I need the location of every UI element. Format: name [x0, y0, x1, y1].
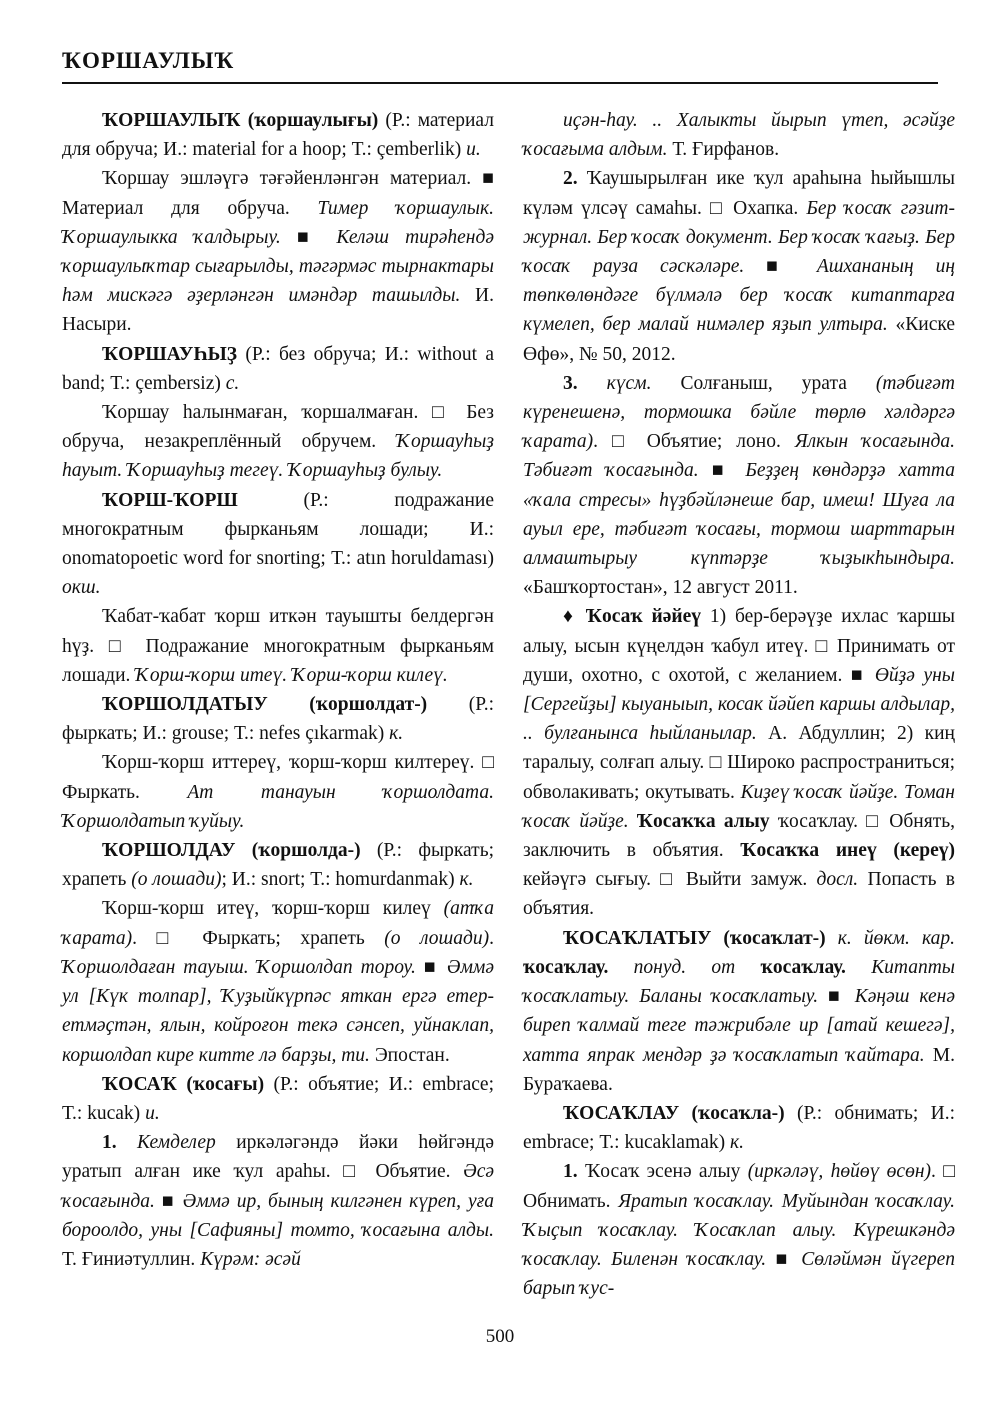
text-run: (Р.: подражание многократным фырканьям лошади; И.: onomatopoetic word for snorting; Т.: atın horuldaması) — [62, 489, 494, 570]
headword: ҠОРШ-ҠОРШ — [102, 489, 238, 511]
text-run: Т. Ғиниәтуллин. — [62, 1248, 201, 1270]
text-run: Киҙеү ҡосаҡ йәйҙе. Томан ҡосаҡ йәйҙе. — [523, 781, 955, 832]
text-run: ■ — [744, 256, 817, 278]
text-run: кейәүгә сығыу. □ Выйти замуж. — [523, 869, 817, 891]
text-run: Күрәм: әсәй — [200, 1248, 301, 1270]
headword: ҠОРШАУҺЫҘ — [102, 343, 238, 365]
right-column — [523, 106, 955, 1303]
text-run: Ҡосаҡ йәйеү — [585, 606, 702, 628]
text-run: ҡосаҡлау. — [523, 956, 609, 978]
text-run: к. — [730, 1132, 745, 1154]
text-run: Ҡоршау һалынмаған, ҡоршалмаған. □ Без обруча, незакреплённый обручем. — [62, 402, 494, 453]
dictionary-paragraph — [62, 340, 494, 398]
headword: ҠОСАҠЛАУ (ҡосаҡла-) — [563, 1102, 785, 1124]
text-run: М. Бураҡаева. — [523, 1044, 955, 1095]
text-run: Ҡосаҡҡа инеү (кереү) — [740, 840, 956, 862]
text-run: Китапты ҡосаҡлатыу. Баланы ҡосаҡлатыу. — [523, 956, 955, 1008]
text-run: Бер ҡосаҡ гәзит-журнал. Бер ҡосаҡ документ. Бер ҡосаҡ ҡағыҙ. Бер ҡосаҡ рауза сәскәләре. — [523, 197, 955, 278]
text-run: ■ — [698, 460, 746, 482]
text-run: Яратып ҡосаҡлау. Муйындан ҡосаҡлау. Ҡыҫып ҡосаҡлау. Ҡосаҡлап алыу. Күрешкәндә ҡосаҡлау. Биленән ҡосаҡлау. — [523, 1190, 955, 1270]
text-run: Эпостан. — [369, 1044, 450, 1066]
dictionary-paragraph — [523, 369, 955, 603]
text-run: (Р.: обнимать; И.: embrace; Т.: kucaklamak) — [523, 1102, 955, 1154]
dictionary-paragraph — [523, 1099, 955, 1157]
page-number: 500 — [485, 1326, 515, 1347]
text-run: (Р.: фыркать; храпеть — [62, 840, 494, 891]
text-run: ■ — [415, 956, 447, 978]
headword: ҠОРШАУЛЫҠ (ҡоршаулығы) — [102, 110, 379, 131]
text-run: Ҡоршолдаған тауыш. Ҡоршолдап тороу. — [62, 956, 416, 978]
text-run: (Р.: материал для обруча; И.: material for a hoop; Т.: çemberlik) — [62, 110, 494, 161]
text-run: 2. — [563, 168, 578, 190]
headword: ҠОРШОЛДАУ (ҡоршолда-) — [102, 840, 361, 862]
text-run: ■ — [818, 986, 855, 1008]
text-run: досл. — [816, 869, 859, 891]
dictionary-paragraph — [62, 1070, 494, 1128]
text-run: Ҡаушырылған ике ҡул араһына һыйышлы күләм үлсәү самаһы. □ Охапка. — [523, 168, 955, 219]
text-run: иҫән-һау. .. Халыкты йырып үтеп, әсәйҙе ҡосағыма алдым. — [523, 110, 955, 161]
text-run: ■ — [154, 1190, 183, 1212]
text-run: . □ Обнимать. — [523, 1161, 955, 1212]
text-run: ҡосаҡлау. — [760, 956, 846, 978]
text-run — [846, 957, 871, 978]
dictionary-paragraph — [62, 836, 494, 894]
dictionary-paragraph — [523, 164, 955, 368]
text-run: (Р.: фыркать; И.: grouse; Т.: nefes çıkarmak) — [62, 694, 494, 745]
text-run: (Р.: объятие; И.: embrace; Т.: kucak) — [62, 1073, 494, 1124]
text-run: ; И.: snort; Т.: homurdanmak) — [221, 869, 460, 891]
text-run: Ялкын ҡосағында. Тәбиғәт ҡосағында. — [523, 431, 955, 482]
text-run: А. Абдуллин; 2) киң таралыу, солғап алыу. □ Широко распространиться; обволакивать; окутывать. — [523, 723, 955, 803]
dictionary-paragraph — [62, 164, 494, 339]
text-run: Өйҙә уны [Сергейҙы] кыуаныып, косак йәйеп каршы алдылар, .. булғанынса һыйланылар. — [523, 664, 955, 745]
text-run: Тимер ҡоршаулык. Ҡоршаулыкка ҡалдырыу. — [62, 197, 494, 248]
text-run: (тәбиғәт күренешенә, тормошка бәйле төрлө хәлдәргә ҡарата) — [523, 372, 955, 453]
text-run: И. Насыри. — [62, 285, 494, 336]
text-run — [735, 957, 760, 978]
headword: ҠОСАҠ (ҡосағы) — [102, 1073, 265, 1095]
text-run: ҡосаҡлау. □ Обнять, заключить в объятия. — [523, 810, 956, 862]
text-run: Ҡорш-ҡорш иттереү, ҡорш-ҡорш килтереү. □ Фыркать. — [62, 752, 494, 803]
text-run: 3. — [563, 372, 578, 394]
text-run: Кемделер — [137, 1132, 216, 1154]
dictionary-paragraph — [62, 690, 494, 748]
text-run: Беҙҙең көндәрҙә хатта «ҡала стресы» һүҙбәйләнеше бар, имеш! Шуға ла ауыл ере, тәбиғәт ҡосағы, тормош шарттарын алмаштырыу күптәрҙе ҡыҙыкһындыра. — [523, 460, 955, 570]
text-run: к. йөкм. кар. — [837, 927, 955, 949]
text-run — [629, 811, 637, 832]
text-run: 1) бер-берәүҙе ихлас ҡаршы алыу, ысын күңелдән ҡабул итеү. □ Принимать от души, охотно, с охотой, с желанием. ■ — [523, 606, 955, 686]
text-run: ■ — [280, 226, 337, 248]
dictionary-paragraph — [62, 894, 494, 1069]
dictionary-paragraph — [62, 1128, 494, 1274]
text-run: к. — [389, 723, 404, 745]
text-run: . □ Фыркать; храпеть — [132, 927, 385, 949]
text-run: күсм. — [606, 372, 652, 394]
text-run: «Киске Өфө», № 50, 2012. — [523, 314, 955, 365]
text-run: Кәңәш кенә биреп ҡалмай теге тәжрибәле ир [атай кешегә], хатта япрак мендәр ҙә ҡосаҡлатып ҡайтара. — [523, 986, 956, 1066]
dictionary-paragraph — [523, 924, 955, 1099]
headword: ҠОСАҠЛАТЫУ (ҡосаҡлат-) — [563, 927, 826, 949]
text-run: Ҡоршауһыҙ һауыт. Ҡоршауһыҙ тегеү. Ҡоршауһыҙ булыу. — [62, 431, 494, 482]
text-run: Ашхананың иң төпкөлөндәге бүлмәлә бер ҡосаҡ китаптарға күмелеп, бер малай нимәлер яҙып ултыра. — [523, 256, 955, 336]
dictionary-paragraph — [523, 1157, 955, 1303]
text-run: понуд. от — [633, 956, 736, 978]
dictionary-paragraph — [62, 398, 494, 486]
text-run: . — [489, 927, 494, 949]
text-run: ■ — [766, 1248, 802, 1270]
dictionary-paragraph — [62, 106, 494, 164]
text-run: Сөләймән йүгереп барып ҡус- — [523, 1248, 956, 1300]
text-run: окш. — [62, 577, 101, 599]
text-run: Әммә ул [Күк толпар], Ҡуҙыйкүрпәс яткан ергә етер-етмәҫтән, ялын, койроғон текә сәнсеп, уйнаклап, коршолдап кире китте лә барҙы, ти. — [62, 956, 495, 1066]
text-run: с. — [225, 372, 240, 394]
text-run: Әсә ҡосағында. — [62, 1161, 494, 1212]
text-run: Ҡабат-ҡабат ҡорш иткән тауышты белдергән һүҙ. □ Подражание многократным фырканьям лошади. — [62, 606, 494, 686]
text-run: Ат танауын ҡоршолдата. Ҡоршолдатып ҡуйыу. — [62, 781, 494, 832]
text-run: Ҡоршау эшләүгә тәғәйенләнгән материал. ■ Материал для обруча. — [62, 168, 494, 219]
text-run — [608, 957, 633, 978]
dictionary-paragraph — [62, 748, 494, 836]
text-run: Ҡосаҡ эсенә алыу — [577, 1161, 748, 1183]
text-run: и. — [466, 139, 481, 161]
text-run: 1. — [102, 1132, 117, 1154]
text-run: Солғаныш, урата — [651, 372, 876, 394]
running-header: ҠОРШАУЛЫҠ — [62, 48, 235, 73]
text-run: (Р.: без обруча; И.: without a band; Т.: çembersiz) — [62, 343, 494, 394]
text-run: . □ Объятие; лоно. — [593, 431, 795, 453]
dictionary-paragraph — [62, 486, 494, 603]
text-run: Ҡосаҡҡа алыу — [636, 810, 770, 832]
text-run — [578, 373, 607, 394]
headword: ҠОРШОЛДАТЫУ (ҡоршолдат-) — [102, 694, 428, 716]
text-run: Попасть в объятия. — [523, 869, 956, 920]
text-run: (иркәләү, һөйөү өсөн) — [747, 1161, 931, 1183]
text-run: Ҡорш-ҡорш итеү. Ҡорш-ҡорш килеү. — [135, 664, 448, 686]
text-run: ♦ — [563, 606, 586, 628]
text-run: и. — [145, 1102, 160, 1124]
text-run: к. — [459, 869, 474, 891]
dictionary-paragraph — [523, 602, 955, 923]
dictionary-paragraph — [523, 106, 955, 164]
text-run: (о лошади) — [384, 927, 490, 949]
text-run — [117, 1132, 137, 1153]
text-run: 1. — [563, 1161, 578, 1183]
text-run: иркәләгәндә йәки һөйгәндә уратып алған ике ҡул араһы. □ Объятие. — [62, 1132, 495, 1183]
text-run: «Башҡортостан», 12 август 2011. — [523, 577, 798, 599]
text-run: Келәш тирәһендә ҡоршаулыҡтар сығарылды, тәгәрмәс тырнактары һәм мискәгә әҙерләнгән имәндәр ташылды. — [62, 226, 494, 307]
text-run: Т. Ғирфанов. — [667, 139, 780, 161]
text-run: Ҡорш-ҡорш итеү, ҡорш-ҡорш килеү — [102, 898, 444, 920]
left-column — [62, 106, 494, 1274]
header-rule — [62, 82, 938, 84]
text-run: Әммә ир, быныӊ килгәнен күреп, уға бороолдо, уны [Сафияны] томто, ҡосағына алды. — [62, 1190, 494, 1241]
text-run — [826, 928, 838, 949]
text-run: (о лошади) — [131, 869, 222, 891]
text-run: (атҡа ҡарата) — [62, 898, 494, 949]
dictionary-paragraph — [62, 602, 494, 690]
